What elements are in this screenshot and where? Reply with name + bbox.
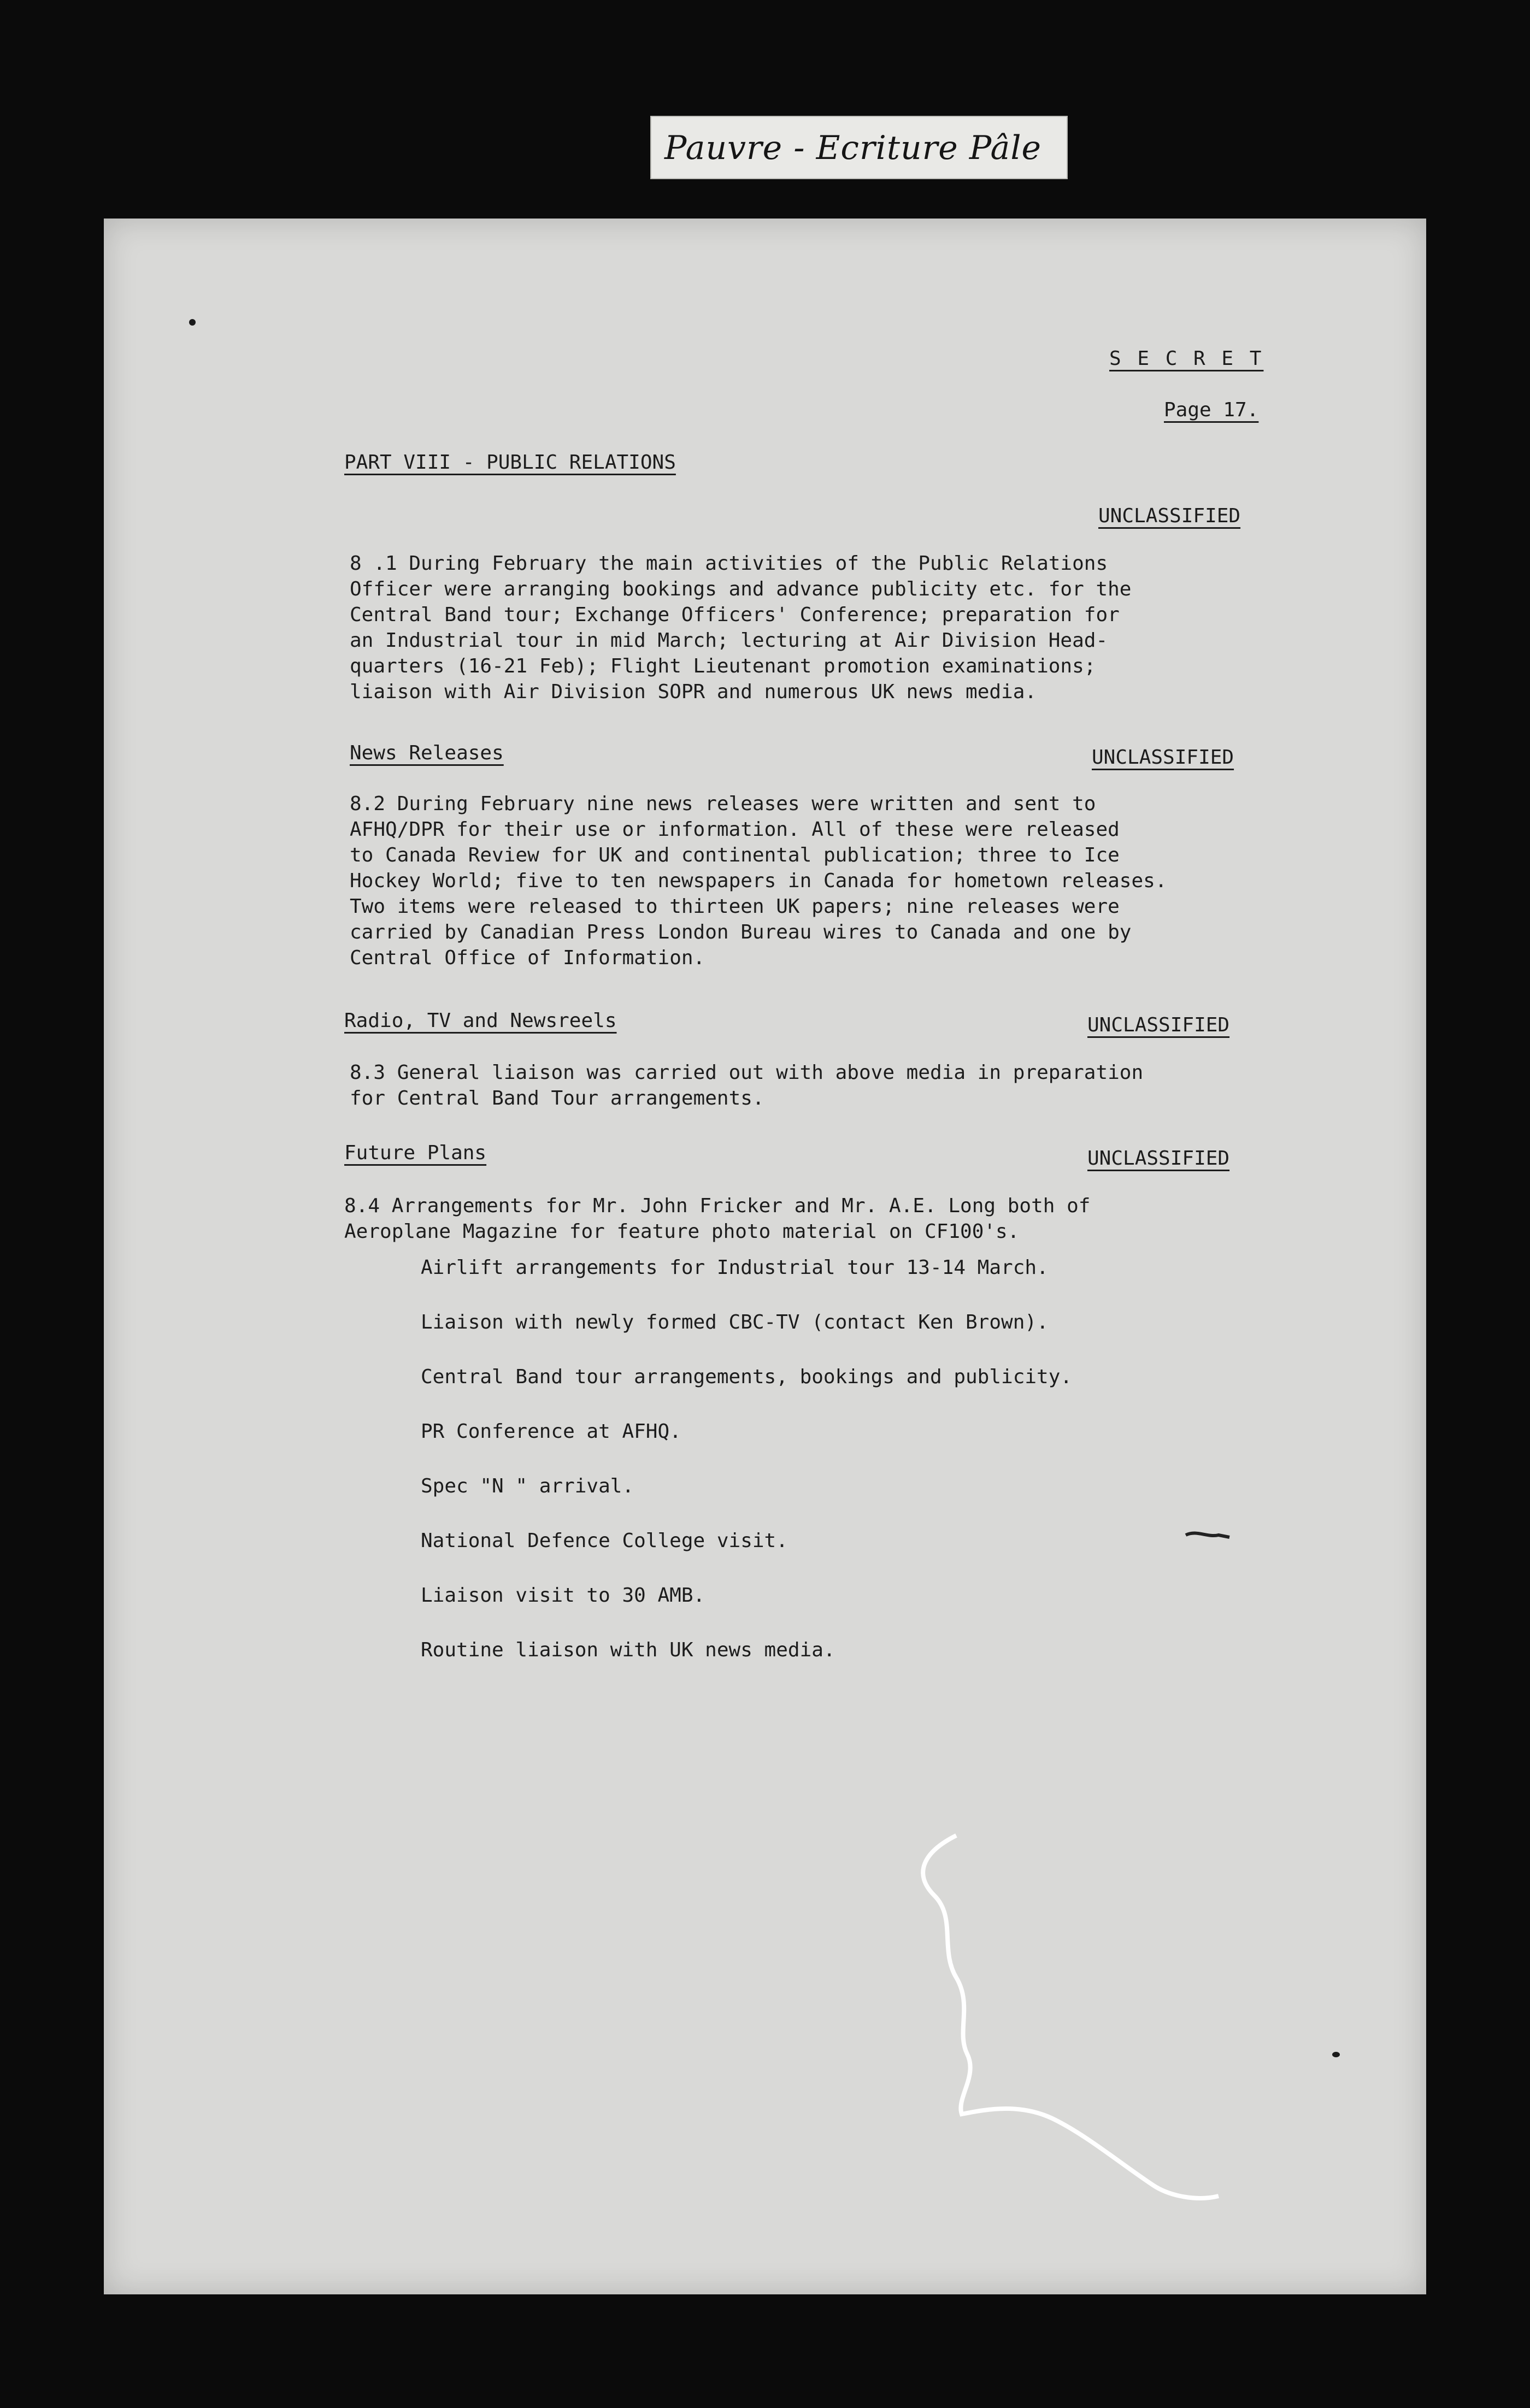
section-3-classification: UNCLASSIFIED (1087, 1014, 1230, 1036)
archive-label-text: Pauvre - Ecriture Pâle (664, 129, 1042, 167)
plan-item: Liaison with newly formed CBC-TV (contact Ken Brown). (421, 1311, 1049, 1333)
document-page (104, 219, 1426, 2294)
paragraph-line: Central Band tour; Exchange Officers' Conference; preparation for (350, 604, 1120, 626)
classification-marking: S E C R E T (1109, 347, 1264, 370)
paragraph-line: 8.2 During February nine news releases were written and sent to (350, 793, 1096, 815)
plan-item: Spec "N " arrival. (421, 1475, 634, 1497)
plan-item: Central Band tour arrangements, bookings and publicity. (421, 1366, 1073, 1388)
paragraph-line: quarters (16-21 Feb); Flight Lieutenant promotion examinations; (350, 655, 1096, 677)
paragraph-line: carried by Canadian Press London Bureau wires to Canada and one by (350, 921, 1132, 943)
dust-speck (189, 319, 196, 326)
archive-label-slip (650, 116, 1068, 179)
section-4-classification: UNCLASSIFIED (1087, 1147, 1230, 1170)
section-4-heading: Future Plans (344, 1142, 487, 1164)
paragraph-line: Central Office of Information. (350, 947, 705, 969)
paragraph-line: 8.3 General liaison was carried out with above media in preparation (350, 1061, 1144, 1084)
paragraph-line: 8 .1 During February the main activities of the Public Relations (350, 552, 1108, 575)
paragraph-line: for Central Band Tour arrangements. (350, 1087, 764, 1109)
plan-item: National Defence College visit. (421, 1530, 788, 1552)
paragraph-line: Officer were arranging bookings and advance publicity etc. for the (350, 578, 1132, 600)
scan-marks (104, 219, 1426, 2294)
scratch-mark (923, 1835, 1219, 2198)
dust-speck (1332, 2052, 1340, 2057)
paragraph-line: Aeroplane Magazine for feature photo material on CF100's. (344, 1220, 1020, 1243)
plan-item: PR Conference at AFHQ. (421, 1420, 681, 1443)
section-2-classification: UNCLASSIFIED (1092, 746, 1234, 769)
paragraph-line: Hockey World; five to ten newspapers in Canada for hometown releases. (350, 870, 1167, 892)
paragraph-line: liaison with Air Division SOPR and numerous UK news media. (350, 681, 1037, 703)
section-3-heading: Radio, TV and Newsreels (344, 1010, 617, 1032)
page-number: Page 17. (1164, 399, 1259, 421)
plan-item: Routine liaison with UK news media. (421, 1639, 835, 1661)
pen-mark (1186, 1533, 1229, 1537)
section-2-heading: News Releases (350, 742, 504, 764)
paragraph-line: 8.4 Arrangements for Mr. John Fricker and Mr. A.E. Long both of (344, 1195, 1091, 1217)
plan-item: Airlift arrangements for Industrial tour 13-14 March. (421, 1256, 1049, 1279)
section-1-classification: UNCLASSIFIED (1098, 505, 1241, 527)
plan-item: Liaison visit to 30 AMB. (421, 1584, 705, 1607)
part-title: PART VIII - PUBLIC RELATIONS (344, 451, 676, 474)
paragraph-line: to Canada Review for UK and continental publication; three to Ice (350, 844, 1120, 866)
paragraph-line: AFHQ/DPR for their use or information. All of these were released (350, 818, 1120, 841)
paragraph-line: an Industrial tour in mid March; lecturing at Air Division Head- (350, 629, 1108, 652)
paragraph-line: Two items were released to thirteen UK papers; nine releases were (350, 895, 1120, 918)
